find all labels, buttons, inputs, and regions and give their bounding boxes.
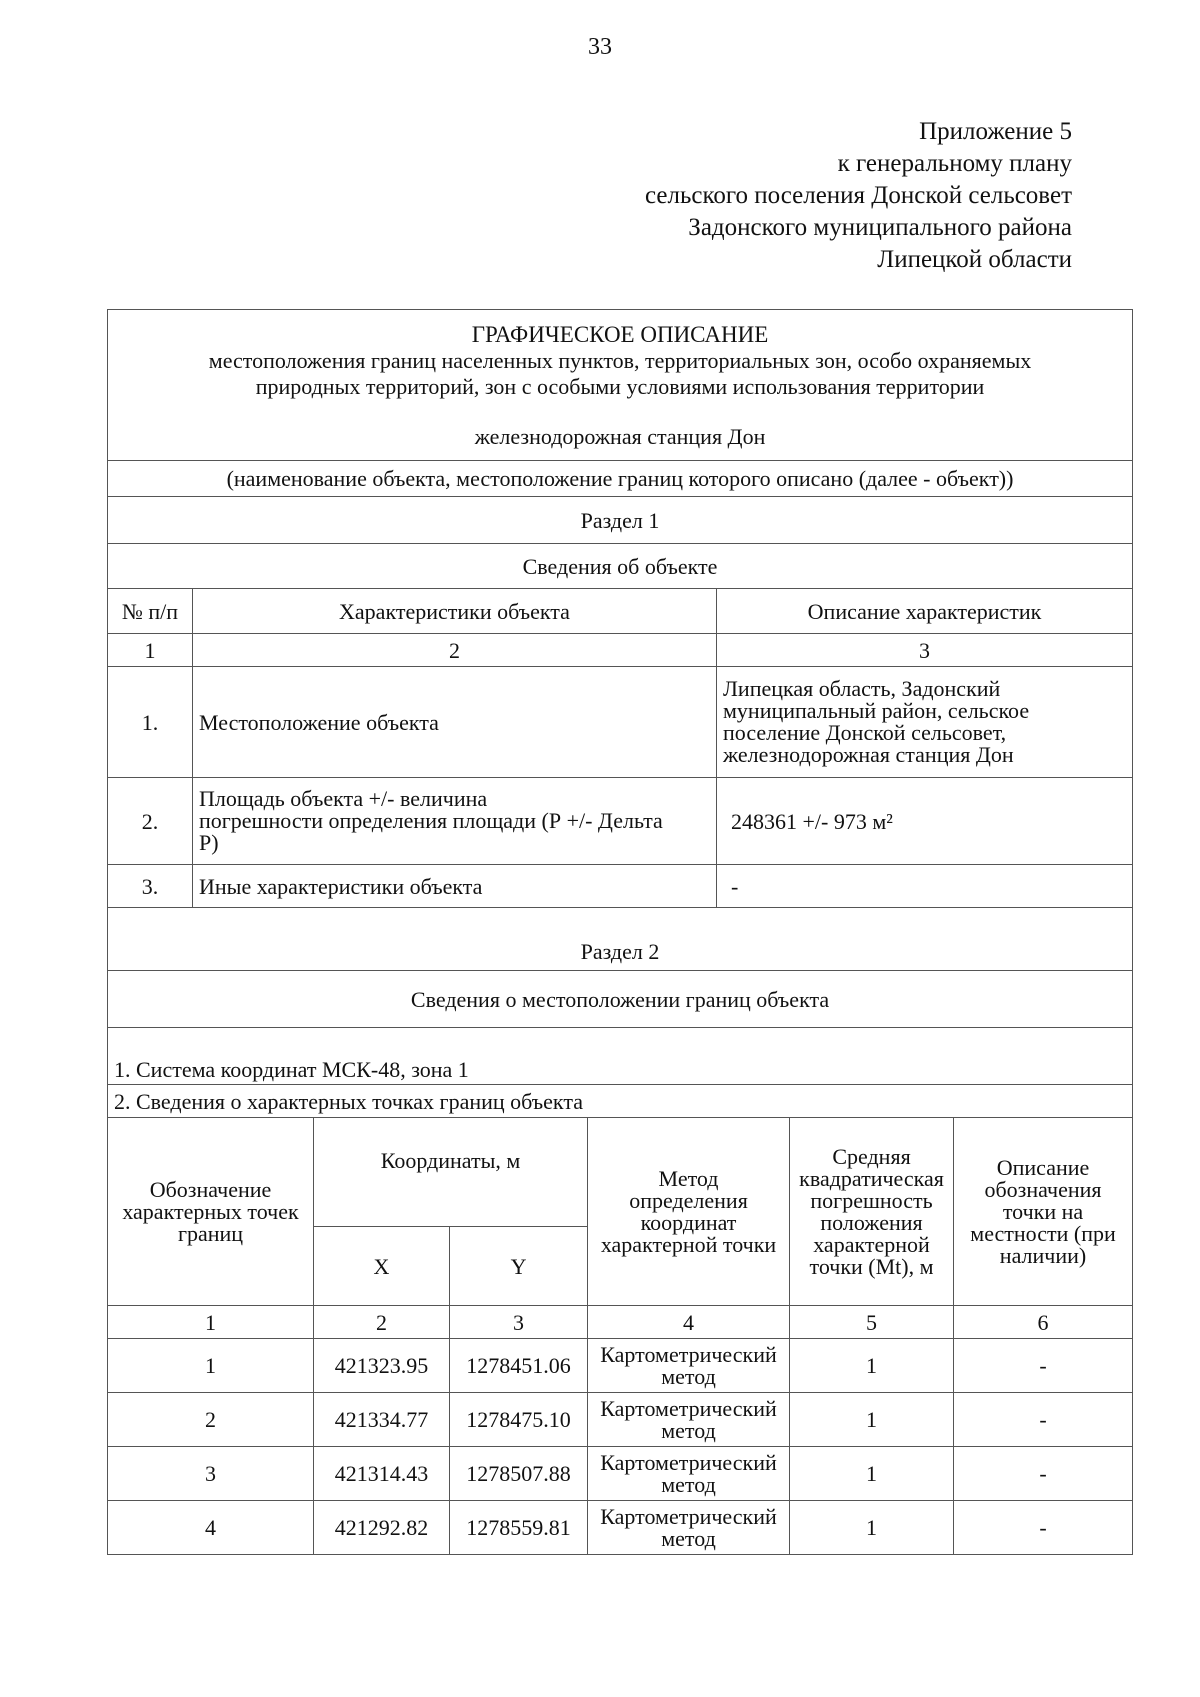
header-line: наличии): [999, 1242, 1087, 1268]
graphic-description-document: [107, 309, 1132, 1555]
section2-title: Раздел 2: [108, 908, 1133, 971]
point-x: 421314.43: [314, 1447, 450, 1501]
method-line: Картометрический: [600, 1503, 777, 1529]
header-line: координат: [640, 1209, 737, 1235]
value-line: поселение Донской сельсовет,: [723, 720, 1007, 745]
header-line: Обозначение: [149, 1176, 272, 1202]
header-line: точки (Mt), м: [809, 1253, 934, 1279]
point-description: -: [954, 1501, 1133, 1555]
point-id: 2: [108, 1393, 314, 1447]
header-point: [108, 1118, 314, 1306]
col-number: 1: [108, 1306, 314, 1339]
point-y: 1278451.06: [450, 1339, 588, 1393]
point-id: 4: [108, 1501, 314, 1555]
header-line: границ: [177, 1220, 244, 1246]
header-line: определения: [629, 1187, 748, 1213]
point-mt: 1: [790, 1501, 954, 1555]
point-x: 421292.82: [314, 1501, 450, 1555]
method-line: метод: [661, 1471, 716, 1497]
appendix-line: к генеральному плану: [837, 150, 1072, 177]
col-number: 5: [790, 1306, 954, 1339]
header-line: Средняя: [832, 1143, 911, 1169]
row-number: 3.: [108, 865, 193, 908]
point-y: 1278475.10: [450, 1393, 588, 1447]
col-number: 1: [108, 634, 193, 667]
table-row: [108, 1501, 1133, 1555]
row-value: [717, 667, 1133, 778]
row-number: 2.: [108, 778, 193, 865]
header-line: характерной: [813, 1231, 930, 1257]
header-method: [588, 1118, 790, 1306]
col-number: 2: [314, 1306, 450, 1339]
boundary-points-table: [107, 1117, 1133, 1555]
table-row: [108, 778, 1133, 865]
point-mt: 1: [790, 1447, 954, 1501]
method-line: Картометрический: [600, 1395, 777, 1421]
table-row: [108, 1339, 1133, 1393]
name-line: погрешности определения площади (Р +/- Дельта: [199, 808, 663, 833]
col-header: Описание характеристик: [717, 589, 1133, 634]
col-number: 3: [717, 634, 1133, 667]
method-line: Картометрический: [600, 1341, 777, 1367]
coordinate-system: 1. Система координат МСК-48, зона 1: [108, 1028, 1133, 1085]
point-method: [588, 1447, 790, 1501]
table-row: [108, 865, 1133, 908]
point-y: 1278507.88: [450, 1447, 588, 1501]
row-value: -: [717, 865, 1133, 908]
row-name: [193, 778, 717, 865]
points-caption: 2. Сведения о характерных точках границ объекта: [108, 1085, 1133, 1118]
point-id: 1: [108, 1339, 314, 1393]
table-row: [108, 667, 1133, 778]
header-description: [954, 1118, 1133, 1306]
point-description: -: [954, 1393, 1133, 1447]
appendix-line: сельского поселения Донской сельсовет: [645, 182, 1072, 209]
header-line: характерной точки: [600, 1231, 777, 1257]
col-number: 3: [450, 1306, 588, 1339]
appendix-note: [645, 116, 1072, 276]
col-number: 6: [954, 1306, 1133, 1339]
method-line: метод: [661, 1363, 716, 1389]
object-name: железнодорожная станция Дон: [474, 424, 766, 449]
header-y: Y: [450, 1227, 588, 1306]
header-line: погрешность: [810, 1187, 933, 1213]
header-error: [790, 1118, 954, 1306]
name-line: Р): [199, 830, 219, 855]
section1-title: Раздел 1: [108, 497, 1133, 544]
section1-subtitle: Сведения об объекте: [108, 544, 1133, 589]
col-header: Характеристики объекта: [193, 589, 717, 634]
point-description: -: [954, 1447, 1133, 1501]
point-method: [588, 1501, 790, 1555]
method-line: метод: [661, 1525, 716, 1551]
name-line: Площадь объекта +/- величина: [199, 786, 488, 811]
table-row: [108, 1393, 1133, 1447]
header-line: квадратическая: [799, 1165, 944, 1191]
col-header: № п/п: [108, 589, 193, 634]
col-number: 4: [588, 1306, 790, 1339]
appendix-line: Липецкой области: [877, 246, 1072, 273]
method-line: метод: [661, 1417, 716, 1443]
point-method: [588, 1393, 790, 1447]
point-x: 421323.95: [314, 1339, 450, 1393]
value-line: Липецкая область, Задонский: [723, 676, 1001, 701]
document-subtitle: местоположения границ населенных пунктов, территориальных зон, особо охраняемых: [208, 348, 1032, 373]
point-mt: 1: [790, 1393, 954, 1447]
document-header: [108, 310, 1133, 461]
point-method: [588, 1339, 790, 1393]
value-line: муниципальный район, сельское: [723, 698, 1030, 723]
appendix-line: Задонского муниципального района: [688, 214, 1072, 241]
section2-subtitle: Сведения о местоположении границ объекта: [108, 971, 1133, 1028]
point-y: 1278559.81: [450, 1501, 588, 1555]
header-x: X: [314, 1227, 450, 1306]
document-subtitle: природных территорий, зон с особыми условиями использования территории: [255, 374, 985, 399]
appendix-line: Приложение 5: [919, 118, 1072, 145]
point-x: 421334.77: [314, 1393, 450, 1447]
header-line: обозначения: [984, 1176, 1102, 1202]
header-line: Метод: [658, 1165, 719, 1191]
header-line: местности (при: [970, 1220, 1116, 1246]
header-line: положения: [820, 1209, 923, 1235]
row-number: 1.: [108, 667, 193, 778]
object-caption: (наименование объекта, местоположение границ которого описано (далее - объект)): [108, 461, 1133, 497]
point-mt: 1: [790, 1339, 954, 1393]
section1-table: [107, 309, 1133, 1118]
value-line: железнодорожная станция Дон: [723, 742, 1014, 767]
header-line: точки на: [1002, 1198, 1084, 1224]
header-line: Описание: [996, 1154, 1090, 1180]
col-number: 2: [193, 634, 717, 667]
page-number: 33: [588, 34, 612, 60]
header-line: характерных точек: [122, 1198, 299, 1224]
row-name: Местоположение объекта: [193, 667, 717, 778]
header-coordinates: Координаты, м: [314, 1118, 588, 1227]
row-value: 248361 +/- 973 м²: [717, 778, 1133, 865]
method-line: Картометрический: [600, 1449, 777, 1475]
point-description: -: [954, 1339, 1133, 1393]
point-id: 3: [108, 1447, 314, 1501]
row-name: Иные характеристики объекта: [193, 865, 717, 908]
table-row: [108, 1447, 1133, 1501]
document-title: ГРАФИЧЕСКОЕ ОПИСАНИЕ: [471, 322, 769, 347]
